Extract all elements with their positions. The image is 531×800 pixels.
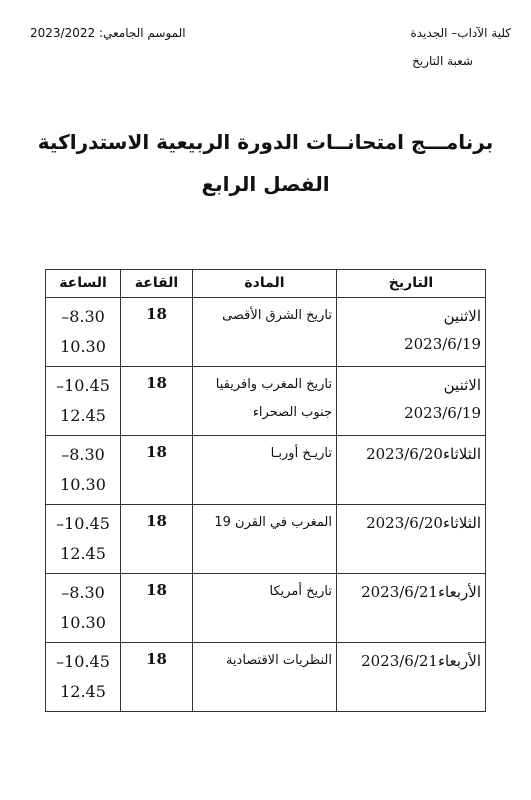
faculty-name: كلية الآداب– الجديدة bbox=[410, 26, 511, 40]
exam-date-value: 2023/6/19 bbox=[404, 335, 481, 353]
exam-room: 18 bbox=[121, 367, 193, 436]
exam-date bbox=[337, 505, 486, 574]
exam-time-end: 10.30 bbox=[60, 475, 106, 494]
exam-date-value: 2023/6/19 bbox=[404, 404, 481, 422]
exam-time-start: 10.45– bbox=[56, 652, 110, 671]
exam-subject bbox=[193, 298, 337, 367]
exam-subject bbox=[193, 505, 337, 574]
exam-day: الأربعاء2023/6/21 bbox=[361, 652, 481, 670]
exam-subject bbox=[193, 367, 337, 436]
exam-day: الثلاثاء2023/6/20 bbox=[366, 445, 481, 463]
exam-time-end: 12.45 bbox=[60, 544, 106, 563]
exam-time-start: 8.30– bbox=[61, 445, 105, 464]
exam-time bbox=[46, 367, 121, 436]
exam-day: الاثنين bbox=[443, 376, 481, 394]
exam-time-start: 10.45– bbox=[56, 376, 110, 395]
exam-subject bbox=[193, 436, 337, 505]
exam-subject-line: تاريخ المغرب وافريقيا bbox=[215, 377, 332, 392]
exam-room: 18 bbox=[121, 505, 193, 574]
header-date: التاريخ bbox=[337, 270, 486, 298]
exam-date bbox=[337, 643, 486, 712]
page-subtitle: الفصل الرابع bbox=[201, 172, 330, 196]
exam-time-start: 10.45– bbox=[56, 514, 110, 533]
exam-time-end: 10.30 bbox=[60, 613, 106, 632]
table-row bbox=[46, 505, 486, 574]
exam-room: 18 bbox=[121, 643, 193, 712]
exam-subject-line: المغرب في القرن 19 bbox=[214, 515, 332, 530]
exam-time bbox=[46, 643, 121, 712]
exam-day: الأربعاء2023/6/21 bbox=[361, 583, 481, 601]
exam-subject-line: تاريخ الشرق الأقصى bbox=[222, 308, 332, 323]
table-row bbox=[46, 298, 486, 367]
exam-date bbox=[337, 436, 486, 505]
table-row bbox=[46, 436, 486, 505]
header-room: القاعة bbox=[121, 270, 193, 298]
exam-time-end: 10.30 bbox=[60, 337, 106, 356]
exam-time bbox=[46, 574, 121, 643]
exam-subject-line: النظريات الاقتصادية bbox=[225, 653, 332, 668]
exam-time-start: 8.30– bbox=[61, 583, 105, 602]
table-row bbox=[46, 367, 486, 436]
table-header-row bbox=[46, 270, 486, 298]
exam-room: 18 bbox=[121, 436, 193, 505]
exam-room: 18 bbox=[121, 574, 193, 643]
exam-time-end: 12.45 bbox=[60, 406, 106, 425]
exam-date bbox=[337, 367, 486, 436]
exam-subject bbox=[193, 574, 337, 643]
exam-date bbox=[337, 574, 486, 643]
header-time: الساعة bbox=[46, 270, 121, 298]
exam-day: الثلاثاء2023/6/20 bbox=[366, 514, 481, 532]
academic-season: الموسم الجامعي: 2023/2022 bbox=[30, 26, 186, 40]
exam-day: الاثنين bbox=[443, 307, 481, 325]
exam-schedule-table bbox=[45, 269, 486, 712]
exam-room: 18 bbox=[121, 298, 193, 367]
exam-subject-line: تاريـخ أوربـا bbox=[270, 446, 332, 461]
exam-time bbox=[46, 436, 121, 505]
exam-time bbox=[46, 505, 121, 574]
table-row bbox=[46, 574, 486, 643]
exam-time-start: 8.30– bbox=[61, 307, 105, 326]
exam-subject bbox=[193, 643, 337, 712]
exam-subject-line: تاريخ أمريكا bbox=[269, 584, 332, 599]
exam-time-end: 12.45 bbox=[60, 682, 106, 701]
exam-time bbox=[46, 298, 121, 367]
header-subject: المادة bbox=[193, 270, 337, 298]
department-name: شعبة التاريخ bbox=[412, 54, 473, 68]
exam-subject-line: جنوب الصحراء bbox=[252, 405, 332, 420]
table-row bbox=[46, 643, 486, 712]
page-title: برنامـــج امتحانــات الدورة الربيعية الاستدراكية bbox=[37, 130, 494, 154]
exam-date bbox=[337, 298, 486, 367]
